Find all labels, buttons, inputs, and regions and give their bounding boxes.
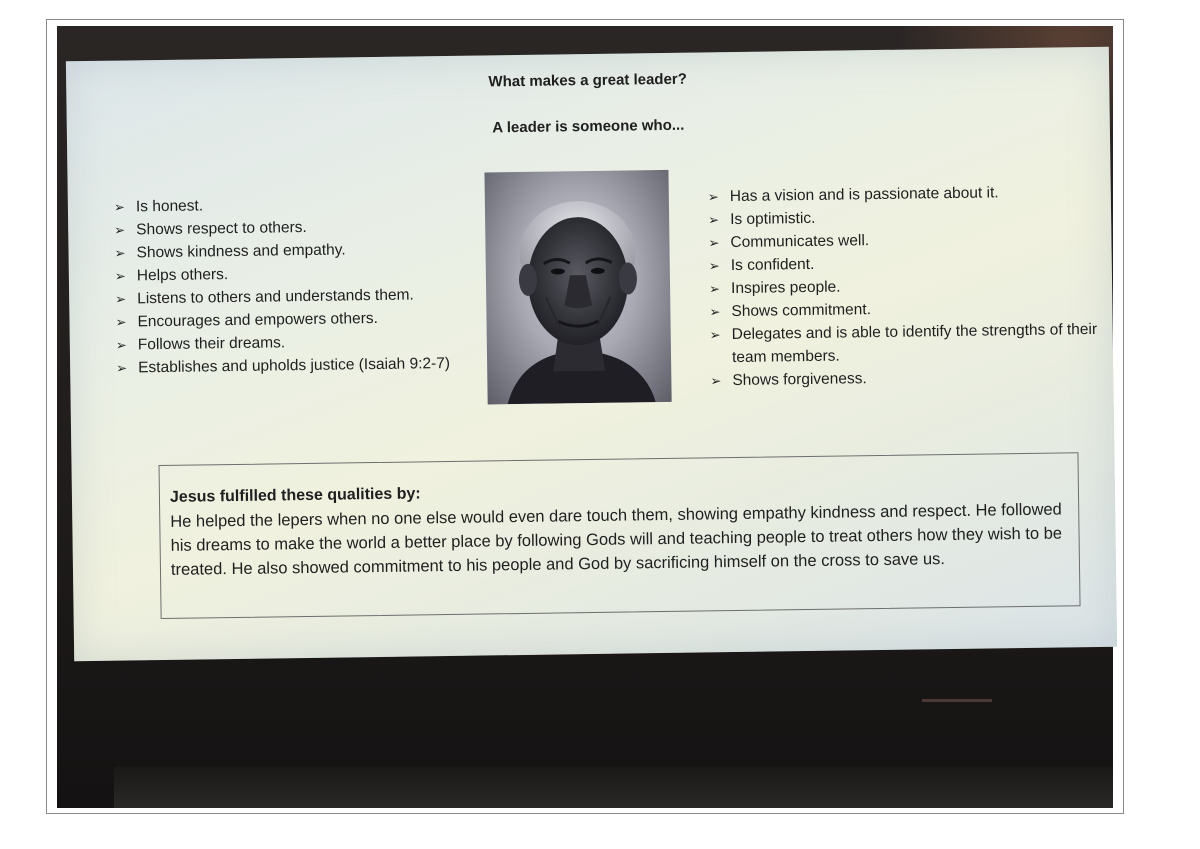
quality-text: Shows forgiveness. (732, 370, 867, 390)
arrow-bullet-icon: ➢ (114, 245, 126, 261)
quality-text: Communicates well. (730, 232, 870, 252)
bezel-logo-strip (922, 699, 992, 702)
quality-text: Follows their dreams. (137, 334, 286, 354)
arrow-bullet-icon: ➢ (708, 258, 720, 274)
arrow-bullet-icon: ➢ (115, 314, 127, 330)
arrow-bullet-icon: ➢ (114, 222, 126, 238)
list-item (710, 364, 1100, 392)
arrow-bullet-icon: ➢ (114, 268, 126, 284)
arrow-bullet-icon: ➢ (116, 360, 128, 376)
laptop-screen-slide (66, 47, 1117, 662)
arrow-bullet-icon: ➢ (708, 212, 720, 228)
arrow-bullet-icon: ➢ (707, 189, 719, 205)
arrow-bullet-icon: ➢ (115, 291, 127, 307)
quality-text: Delegates and is able to identify the strengths of their team members. (731, 320, 1098, 367)
arrow-bullet-icon: ➢ (708, 281, 721, 297)
arrow-bullet-icon: ➢ (709, 304, 721, 320)
quality-text: Listens to others and understands them. (137, 286, 414, 308)
quality-text: Is confident. (730, 255, 815, 275)
list-item (116, 352, 466, 380)
left-qualities-list (114, 191, 467, 380)
slide-title: What makes a great leader? (488, 70, 687, 91)
leader-portrait (484, 170, 671, 405)
arrow-bullet-icon: ➢ (709, 327, 721, 343)
arrow-bullet-icon: ➢ (710, 373, 722, 389)
quality-text: Shows commitment. (731, 301, 872, 321)
slide-subtitle: A leader is someone who... (492, 116, 685, 137)
quality-text: Shows kindness and empathy. (136, 241, 346, 262)
quality-text: Shows respect to others. (136, 218, 307, 239)
quality-text: Is optimistic. (730, 209, 816, 229)
quality-text: Inspires people. (730, 278, 841, 298)
arrow-bullet-icon: ➢ (115, 337, 127, 353)
arrow-bullet-icon: ➢ (113, 199, 125, 215)
list-item (710, 318, 1101, 369)
quality-text: Is honest. (135, 197, 204, 216)
quality-text: Establishes and upholds justice (Isaiah 9:2-7) (138, 354, 451, 377)
quality-text: Helps others. (136, 266, 229, 285)
arrow-bullet-icon: ➢ (708, 235, 720, 251)
portrait-photo-icon (484, 170, 671, 405)
quality-text: Has a vision and is passionate about it. (729, 184, 999, 206)
jesus-box-heading: Jesus fulfilled these qualities by: (169, 485, 421, 506)
jesus-qualities-box (159, 452, 1081, 619)
quality-text: Encourages and empowers others. (137, 309, 378, 331)
right-qualities-list (708, 180, 1101, 392)
keyboard-edge (114, 766, 1113, 808)
jesus-box-body: He helped the lepers when no one else would even dare touch them, showing empathy kindness and respect. He followed his dreams to make the world a better place by following Gods will and teaching people to treat others how they wish to be treated. He also showed commitment to his people and God by sacrificing himself on the cross to save us. (170, 500, 1063, 579)
